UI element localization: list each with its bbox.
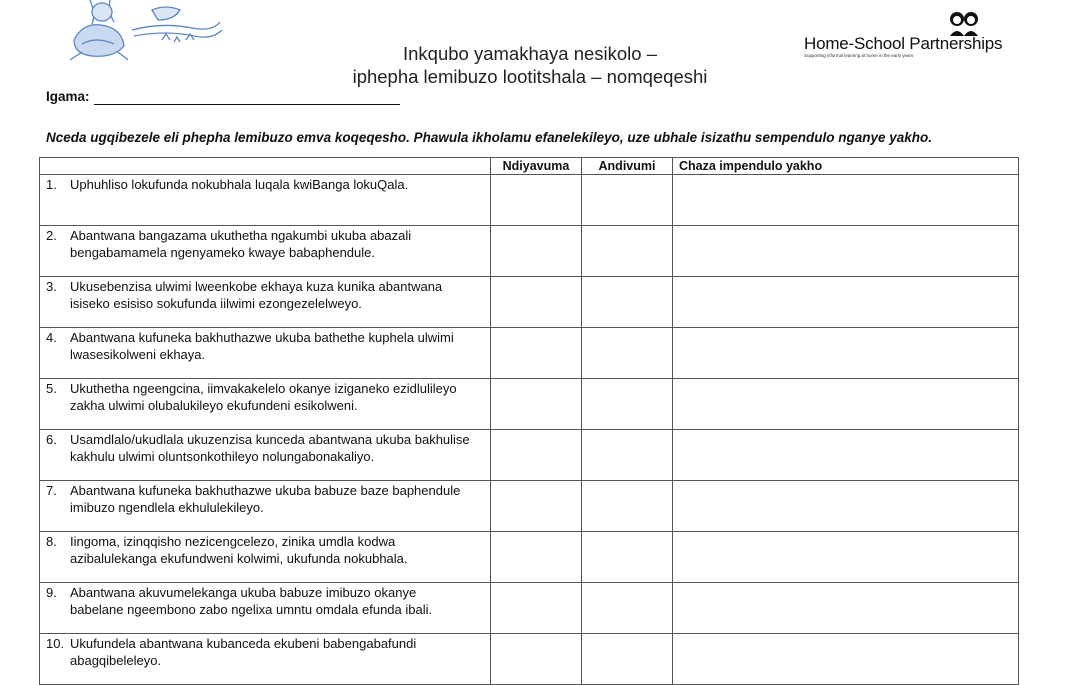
statement-text: Abantwana kufuneka bakhuthazwe ukuba bathethe kuphela ulwimi lwasesikolweni ekhaya. (70, 330, 454, 362)
explanation-cell[interactable] (673, 481, 1019, 532)
row-number: 9. (46, 585, 57, 600)
column-header-disagree: Andivumi (582, 158, 673, 175)
table-row (40, 277, 1019, 328)
questionnaire-table (39, 157, 1019, 685)
agree-cell[interactable] (491, 583, 582, 634)
statement-text: Abantwana bangazama ukuthetha ngakumbi ukuba abazali bengabamamela ngenyameko kwaye babaphendule. (70, 228, 412, 260)
table-row (40, 328, 1019, 379)
statement-cell (40, 430, 491, 481)
table-header-row (40, 158, 1019, 175)
explanation-cell[interactable] (673, 175, 1019, 226)
disagree-cell[interactable] (582, 634, 673, 685)
agree-cell[interactable] (491, 277, 582, 328)
explanation-cell[interactable] (673, 532, 1019, 583)
agree-cell[interactable] (491, 430, 582, 481)
row-number: 8. (46, 534, 57, 549)
table-row (40, 379, 1019, 430)
row-number: 5. (46, 381, 57, 396)
instructions: Nceda ugqibezele eli phepha lemibuzo emva koqeqesho. Phawula ikholamu efanelekileyo, uze ubhale isizathu sempendulo nganye yakho. (46, 130, 932, 145)
statement-cell (40, 277, 491, 328)
row-number: 7. (46, 483, 57, 498)
name-field-line[interactable] (94, 104, 400, 105)
disagree-cell[interactable] (582, 583, 673, 634)
table-row (40, 532, 1019, 583)
statement-text: Abantwana kufuneka bakhuthazwe ukuba babuze baze baphendule imibuzo ngendlela ekhululekileyo. (70, 483, 461, 515)
name-label: Igama: (46, 89, 90, 104)
table-row (40, 430, 1019, 481)
statement-text: Iingoma, izinqqisho nezicengcelezo, zinika umdla kodwa azibalulekanga ekufundweni kolwimi, ukufunda nokubhala. (70, 534, 408, 566)
statement-text: Uphuhliso lokufunda nokubhala luqala kwiBanga lokuQala. (70, 177, 409, 192)
explanation-cell[interactable] (673, 430, 1019, 481)
row-number: 10. (46, 636, 65, 651)
statement-cell (40, 634, 491, 685)
statement-text: Abantwana akuvumelekanga ukuba babuze imibuzo okanye babelane ngeembono zabo ngelixa umntu omdala efunda ibali. (70, 585, 433, 617)
agree-cell[interactable] (491, 175, 582, 226)
logo-tagline: Supporting informal learning at home in the early years (804, 53, 914, 58)
disagree-cell[interactable] (582, 379, 673, 430)
statement-text: Usamdlalo/ukudlala ukuzenzisa kunceda abantwana ukuba bakhulise kakhulu ulwimi oluntsonkothileyo nolungabonakaliyo. (70, 432, 470, 464)
page-title: Inkqubo yamakhaya nesikolo – (402, 43, 658, 64)
explanation-cell[interactable] (673, 379, 1019, 430)
column-header-explain: Chaza impendulo yakho (673, 158, 1019, 175)
statement-cell (40, 379, 491, 430)
disagree-cell[interactable] (582, 481, 673, 532)
column-header-agree: Ndiyavuma (491, 158, 582, 175)
agree-cell[interactable] (491, 328, 582, 379)
explanation-cell[interactable] (673, 583, 1019, 634)
page-subtitle: iphepha lemibuzo lootitshala – nomqeqeshi (352, 66, 708, 87)
agree-cell[interactable] (491, 379, 582, 430)
statement-text: Ukuthetha ngeengcina, iimvakakelelo okanye iziganeko ezidlulileyo zakha ulwimi olubalukileyo ekufundeni esikolweni. (70, 381, 457, 413)
table-row (40, 583, 1019, 634)
disagree-cell[interactable] (582, 175, 673, 226)
disagree-cell[interactable] (582, 532, 673, 583)
explanation-cell[interactable] (673, 226, 1019, 277)
statement-text: Ukufundela abantwana kubanceda ekubeni babengabafundi abagqibeleleyo. (70, 636, 417, 668)
agree-cell[interactable] (491, 634, 582, 685)
disagree-cell[interactable] (582, 430, 673, 481)
agree-cell[interactable] (491, 532, 582, 583)
logo-name: Home-School Partnerships (804, 34, 1003, 53)
explanation-cell[interactable] (673, 328, 1019, 379)
statement-cell (40, 481, 491, 532)
statement-cell (40, 328, 491, 379)
children-reading-illustration (62, 0, 232, 62)
explanation-cell[interactable] (673, 634, 1019, 685)
row-number: 2. (46, 228, 57, 243)
statement-cell (40, 532, 491, 583)
agree-cell[interactable] (491, 481, 582, 532)
row-number: 6. (46, 432, 57, 447)
statement-text: Ukusebenzisa ulwimi lweenkobe ekhaya kuza kunika abantwana isiseko esisiso sokufunda iilwimi ezongezelelweyo. (70, 279, 443, 311)
statement-cell (40, 583, 491, 634)
disagree-cell[interactable] (582, 277, 673, 328)
explanation-cell[interactable] (673, 277, 1019, 328)
row-number: 1. (46, 177, 57, 192)
statement-cell (40, 226, 491, 277)
row-number: 3. (46, 279, 57, 294)
table-row (40, 634, 1019, 685)
column-header-statement (40, 158, 491, 175)
table-row (40, 226, 1019, 277)
statement-cell (40, 175, 491, 226)
table-row (40, 175, 1019, 226)
agree-cell[interactable] (491, 226, 582, 277)
disagree-cell[interactable] (582, 226, 673, 277)
row-number: 4. (46, 330, 57, 345)
table-row (40, 481, 1019, 532)
disagree-cell[interactable] (582, 328, 673, 379)
home-school-partnerships-logo (800, 8, 1030, 62)
